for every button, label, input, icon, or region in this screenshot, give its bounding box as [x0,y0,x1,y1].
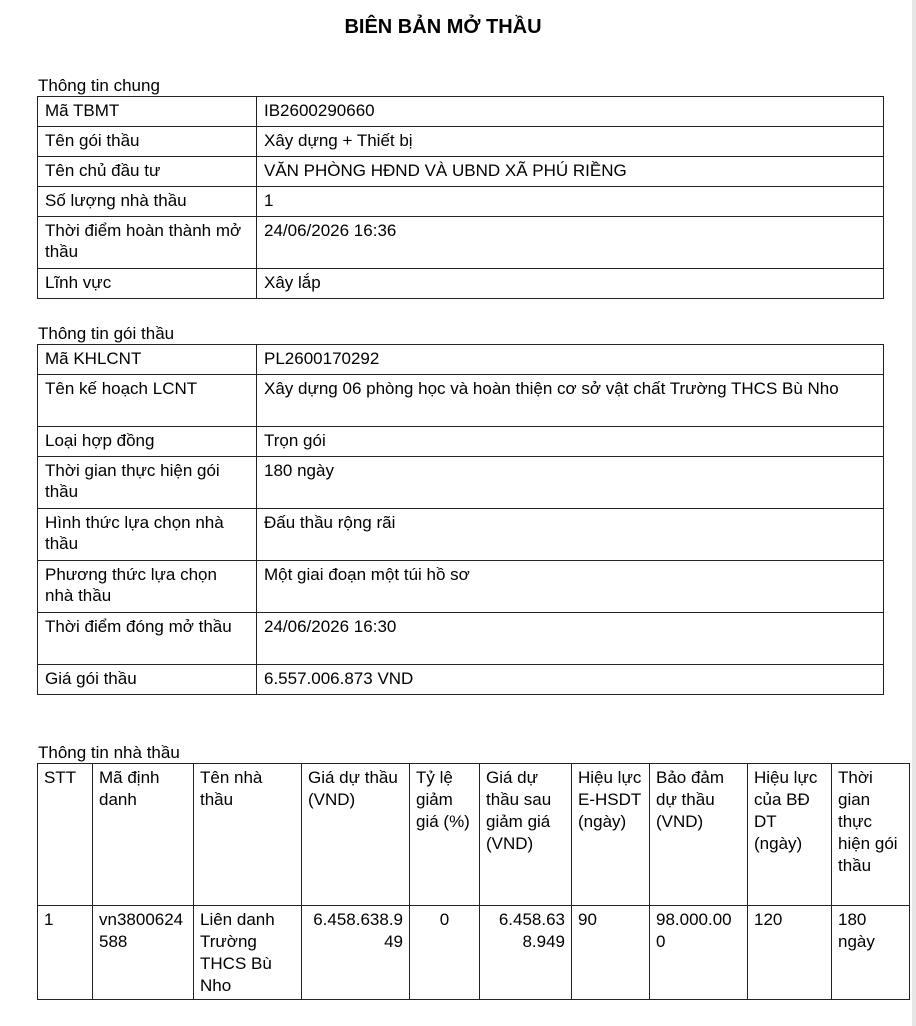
field-value: Xây dựng + Thiết bị [257,127,884,157]
column-header: Hiệu lực E-HSDT (ngày) [572,764,650,906]
scrollbar-track[interactable] [912,0,916,1026]
field-key: Giá gói thầu [38,665,257,695]
table-row [38,345,884,375]
column-header: Hiệu lực của BĐ DT (ngày) [748,764,832,906]
general-info-label: Thông tin chung [38,76,160,95]
field-value: Xây lắp [257,269,884,299]
general-info-table [37,96,884,299]
field-key: Lĩnh vực [38,269,257,299]
field-key: Thời điểm đóng mở thầu [38,613,257,665]
table-row [38,217,884,269]
table-cell: Liên danh Trường THCS Bù Nho [194,906,302,1000]
field-value: Xây dựng 06 phòng học và hoàn thiện cơ sở vật chất Trường THCS Bù Nho [257,375,884,427]
table-row [38,613,884,665]
column-header: STT [38,764,93,906]
table-cell: 98.000.000 [650,906,748,1000]
field-key: Tên chủ đầu tư [38,157,257,187]
field-value: 1 [257,187,884,217]
package-info-table [37,344,884,695]
field-key: Loại hợp đồng [38,427,257,457]
table-row [38,457,884,509]
field-key: Phương thức lựa chọn nhà thầu [38,561,257,613]
table-row [38,906,910,1000]
field-value: PL2600170292 [257,345,884,375]
field-value: 180 ngày [257,457,884,509]
field-value: VĂN PHÒNG HĐND VÀ UBND XÃ PHÚ RIỀNG [257,157,884,187]
table-cell: 90 [572,906,650,1000]
field-key: Tên gói thầu [38,127,257,157]
table-cell: 120 [748,906,832,1000]
contractor-table [37,763,910,1000]
table-header-row [38,764,910,906]
field-key: Hình thức lựa chọn nhà thầu [38,509,257,561]
table-cell: 1 [38,906,93,1000]
column-header: Bảo đảm dự thầu (VND) [650,764,748,906]
package-info-label: Thông tin gói thầu [38,324,175,343]
table-cell: vn3800624588 [93,906,194,1000]
table-row [38,509,884,561]
field-value: Một giai đoạn một túi hồ sơ [257,561,884,613]
table-row [38,157,884,187]
field-key: Mã KHLCNT [38,345,257,375]
field-key: Mã TBMT [38,97,257,127]
table-cell: 180 ngày [832,906,910,1000]
contractor-info-label: Thông tin nhà thầu [38,743,180,762]
table-row [38,187,884,217]
column-header: Tỷ lệ giảm giá (%) [410,764,480,906]
column-header: Thời gian thực hiện gói thầu [832,764,910,906]
table-row [38,427,884,457]
column-header: Giá dự thầu (VND) [302,764,410,906]
column-header: Tên nhà thầu [194,764,302,906]
table-row [38,97,884,127]
column-header: Mã định danh [93,764,194,906]
document-title: BIÊN BẢN MỞ THẦU [344,16,542,38]
field-value: IB2600290660 [257,97,884,127]
field-value: 24/06/2026 16:36 [257,217,884,269]
field-value: 6.557.006.873 VND [257,665,884,695]
field-value: Trọn gói [257,427,884,457]
table-row [38,127,884,157]
table-row [38,269,884,299]
table-cell: 6.458.638.949 [302,906,410,1000]
table-row [38,561,884,613]
field-key: Tên kế hoạch LCNT [38,375,257,427]
field-value: 24/06/2026 16:30 [257,613,884,665]
column-header: Giá dự thầu sau giảm giá (VND) [480,764,572,906]
table-row [38,375,884,427]
field-key: Thời gian thực hiện gói thầu [38,457,257,509]
field-key: Số lượng nhà thầu [38,187,257,217]
table-cell: 0 [410,906,480,1000]
table-row [38,665,884,695]
field-value: Đấu thầu rộng rãi [257,509,884,561]
field-key: Thời điểm hoàn thành mở thầu [38,217,257,269]
table-cell: 6.458.638.949 [480,906,572,1000]
